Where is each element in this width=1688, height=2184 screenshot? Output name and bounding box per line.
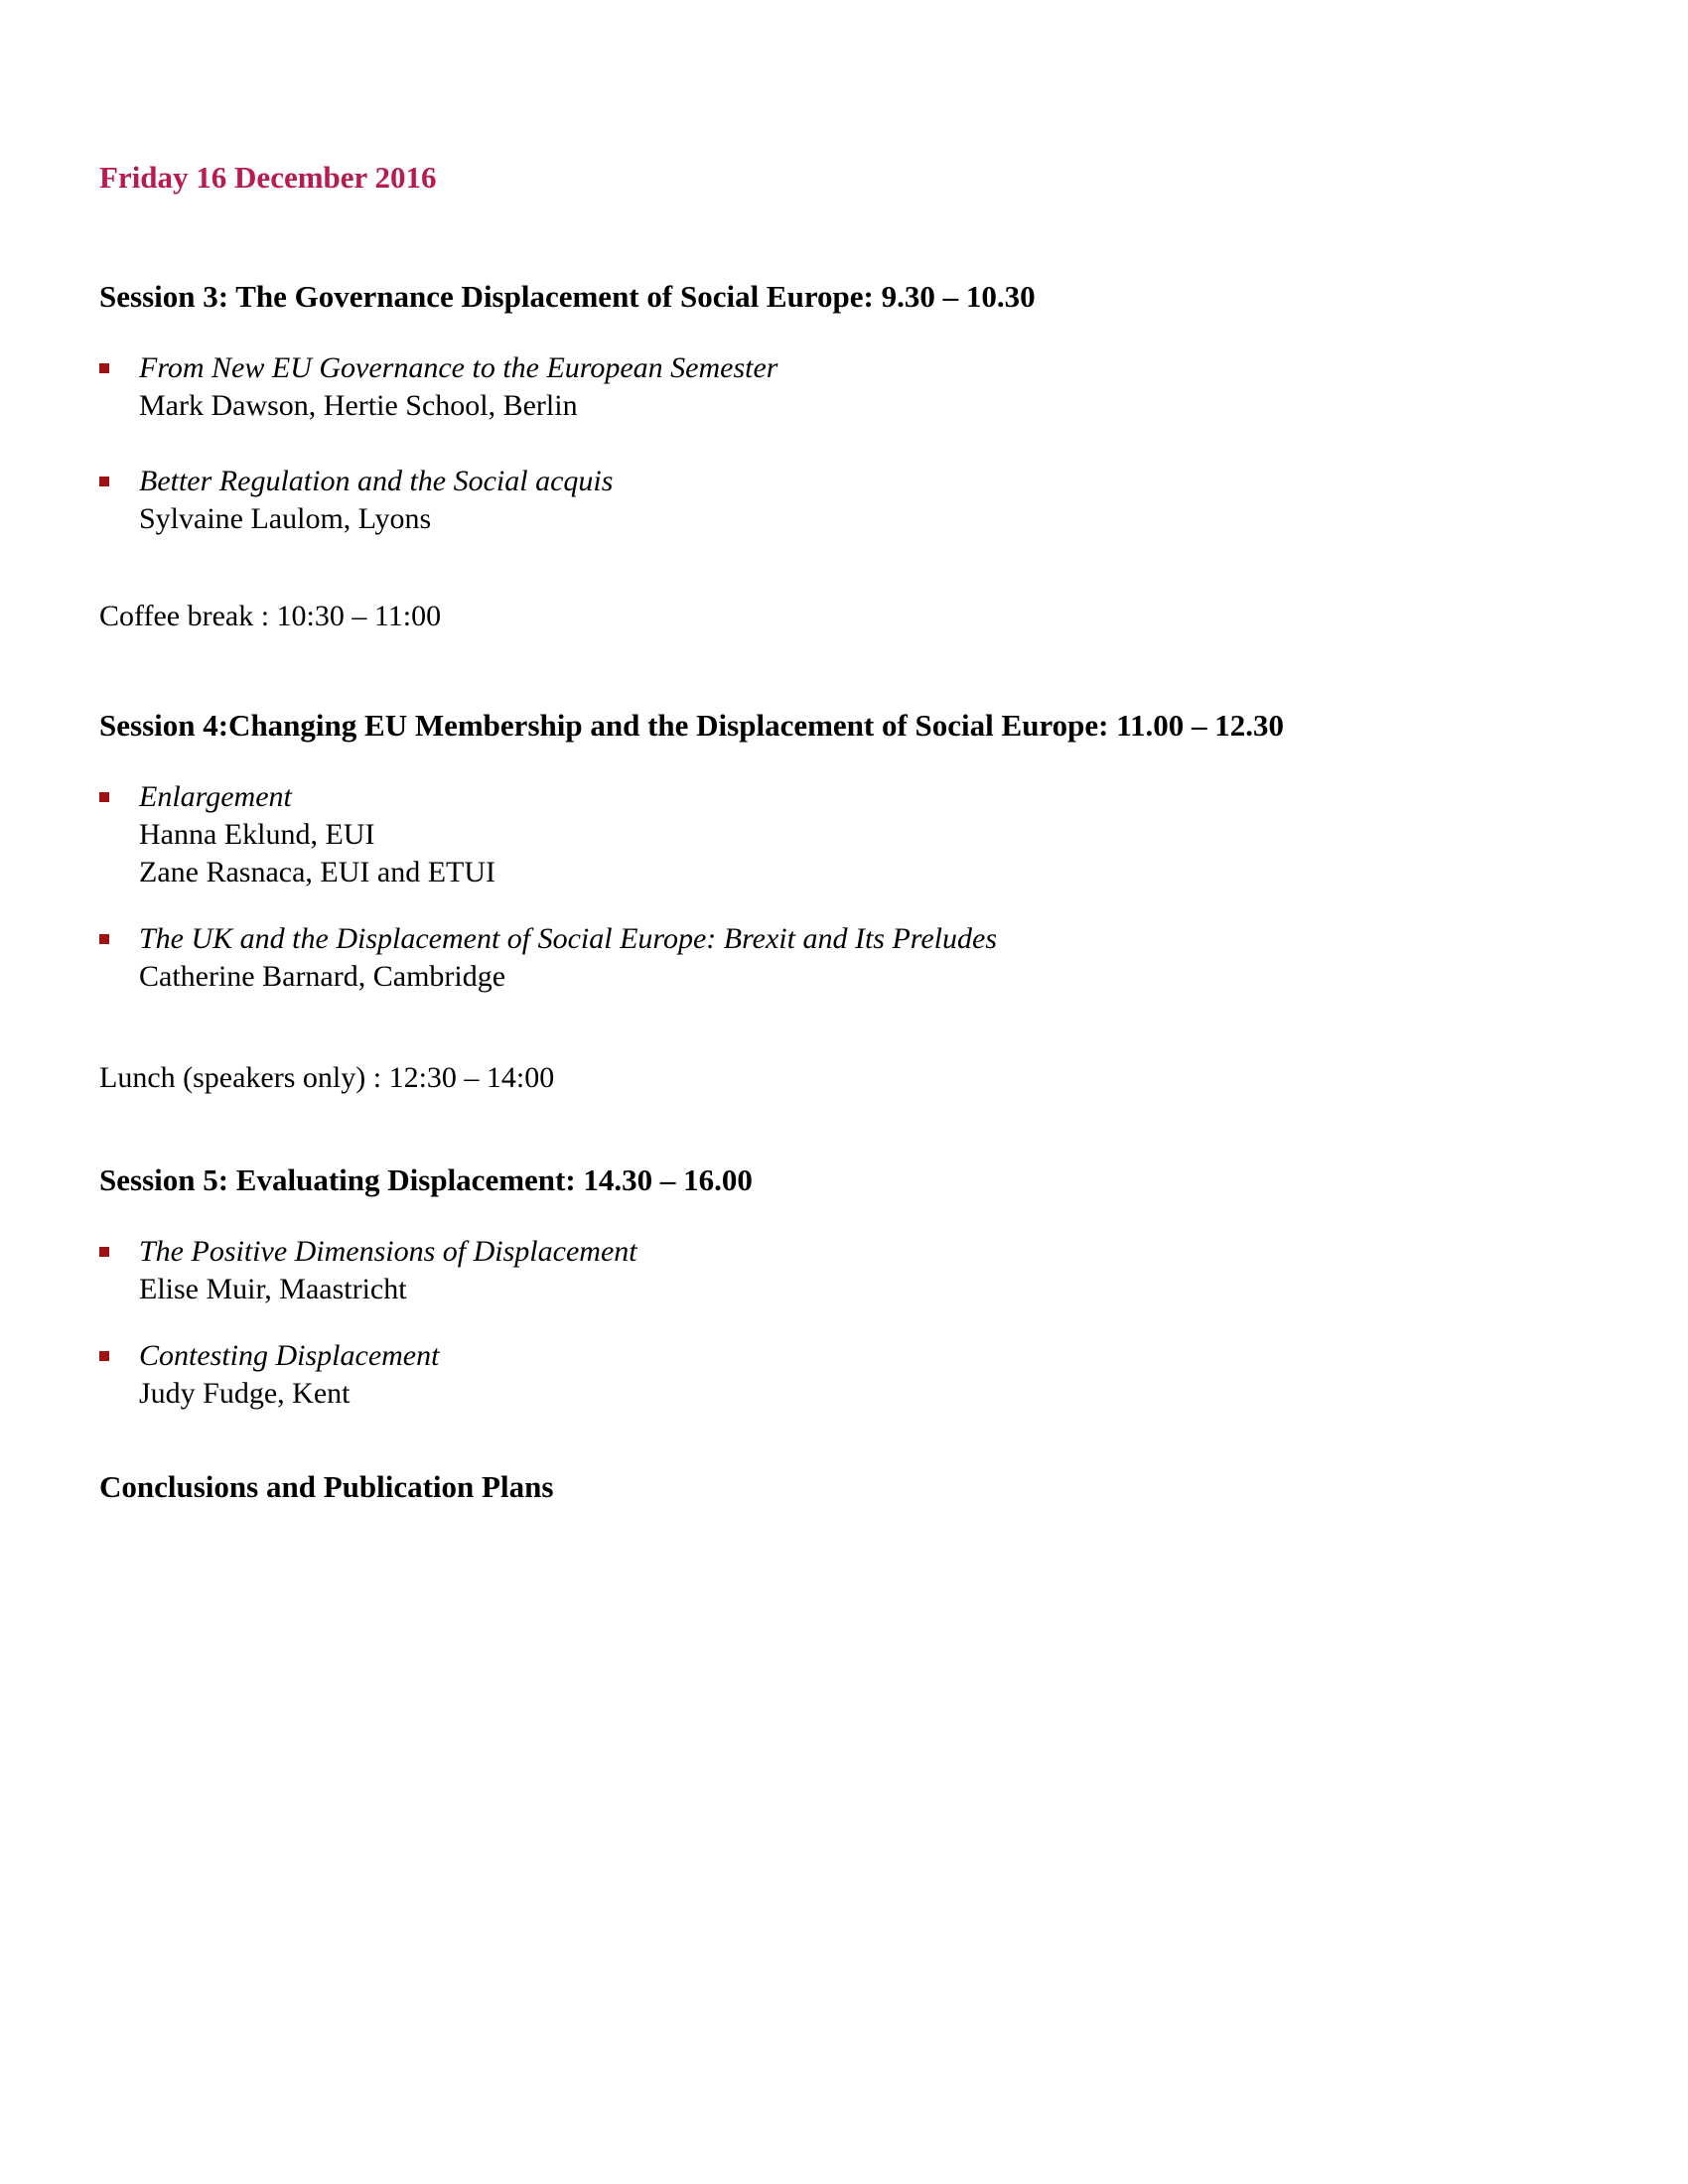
agenda-item — [99, 1337, 1569, 1413]
speaker-line: Elise Muir, Maastricht — [139, 1273, 407, 1305]
session-3-heading: Session 3: The Governance Displacement of Social Europe: 9.30 – 10.30 — [99, 279, 1036, 314]
agenda-item-body — [139, 1337, 439, 1413]
speaker-line: Judy Fudge, Kent — [139, 1377, 351, 1410]
talk-title: Better Regulation and the Social acquis — [139, 465, 614, 497]
bullet-square-icon — [99, 1247, 109, 1257]
closing-heading: Conclusions and Publication Plans — [99, 1469, 554, 1504]
agenda-item-body — [139, 463, 613, 538]
agenda-item-body — [139, 920, 997, 996]
lunch-break-line: Lunch (speakers only) : 12:30 – 14:00 — [99, 1061, 555, 1094]
speaker-line: Mark Dawson, Hertie School, Berlin — [139, 389, 578, 422]
agenda-item — [99, 778, 1569, 891]
agenda-item — [99, 463, 1569, 538]
date-heading: Friday 16 December 2016 — [99, 160, 437, 195]
speaker-line: Catherine Barnard, Cambridge — [139, 960, 506, 993]
agenda-item-body — [139, 778, 495, 891]
speaker-line: Sylvaine Laulom, Lyons — [139, 502, 432, 535]
agenda-item-body — [139, 349, 777, 425]
speaker-line: Zane Rasnaca, EUI and ETUI — [139, 856, 496, 888]
bullet-square-icon — [99, 934, 109, 944]
session-4-heading: Session 4:Changing EU Membership and the Displacement of Social Europe: 11.00 – 12.30 — [99, 708, 1285, 743]
talk-title: The UK and the Displacement of Social Europe: Brexit and Its Preludes — [139, 922, 998, 955]
talk-title: Enlargement — [139, 780, 292, 813]
bullet-square-icon — [99, 477, 109, 486]
agenda-item-body — [139, 1233, 637, 1308]
bullet-square-icon — [99, 1351, 109, 1361]
agenda-item — [99, 920, 1569, 996]
bullet-square-icon — [99, 363, 109, 373]
talk-title: Contesting Displacement — [139, 1339, 440, 1372]
agenda-item — [99, 349, 1569, 425]
talk-title: From New EU Governance to the European Semester — [139, 351, 778, 384]
speaker-line: Hanna Eklund, EUI — [139, 818, 375, 851]
session-5-heading: Session 5: Evaluating Displacement: 14.30 – 16.00 — [99, 1162, 753, 1197]
coffee-break-line: Coffee break : 10:30 – 11:00 — [99, 600, 442, 632]
agenda-item — [99, 1233, 1569, 1308]
talk-title: The Positive Dimensions of Displacement — [139, 1235, 637, 1268]
bullet-square-icon — [99, 792, 109, 802]
